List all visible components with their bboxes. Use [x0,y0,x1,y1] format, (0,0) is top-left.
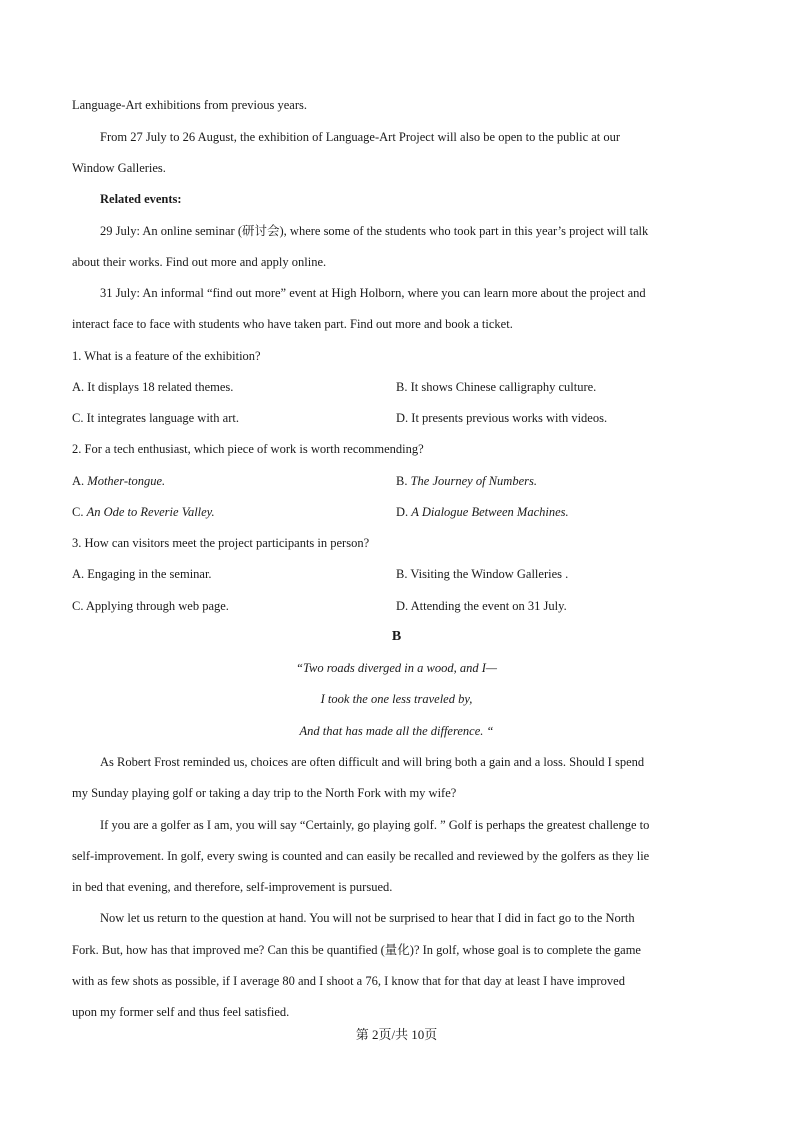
paragraph-line: with as few shots as possible, if I average 80 and I shoot a 76, I know that for that day at least I have improved [72,974,625,988]
option-b: B. The Journey of Numbers. [396,474,537,488]
page-number: 第 2页/共 10页 [355,1027,438,1042]
paragraph-line: As Robert Frost reminded us, choices are often difficult and will bring both a gain and a loss. Should I spend [100,755,645,769]
paragraph-line: in bed that evening, and therefore, self-improvement is pursued. [72,880,393,894]
passage-a-line: Window Galleries. [72,161,166,175]
option-a: A. Engaging in the seminar. [72,567,212,581]
option-d: D. It presents previous works with videos. [396,411,608,425]
event-line: 31 July: An informal “find out more” event at High Holborn, where you can learn more about the project and [100,286,646,300]
passage-a-line: Language-Art exhibitions from previous years. [72,98,308,112]
option-a: A. It displays 18 related themes. [72,380,234,394]
paragraph-line: If you are a golfer as I am, you will say “Certainly, go playing golf. ” Golf is perhaps the greatest challenge to [100,818,650,832]
paragraph-line: upon my former self and thus feel satisfied. [72,1005,290,1019]
option-d: D. Attending the event on 31 July. [396,599,567,613]
related-events-heading: Related events: [100,192,182,206]
option-d: D. A Dialogue Between Machines. [396,505,569,519]
event-line: 29 July: An online seminar (研讨会), where some of the students who took part in this year’s project will talk [100,224,649,238]
option-c: C. Applying through web page. [72,599,229,613]
poem-line: I took the one less traveled by, [320,692,473,706]
section-heading: B [391,629,402,644]
question-stem: 1. What is a feature of the exhibition? [72,349,261,363]
paragraph-line: Fork. But, how has that improved me? Can this be quantified (量化)? In golf, whose goal is to complete the game [72,943,641,957]
event-line: about their works. Find out more and apply online. [72,255,327,269]
option-b: B. It shows Chinese calligraphy culture. [396,380,597,394]
option-a: A. Mother-tongue. [72,474,166,488]
passage-a-line: From 27 July to 26 August, the exhibition of Language-Art Project will also be open to the public at our [100,130,621,144]
event-line: interact face to face with students who have taken part. Find out more and book a ticket. [72,317,513,331]
paragraph-line: Now let us return to the question at hand. You will not be surprised to hear that I did in fact go to the North [100,911,635,925]
poem-line: And that has made all the difference. “ [299,724,494,738]
question-stem: 2. For a tech enthusiast, which piece of work is worth recommending? [72,442,424,456]
option-c: C. It integrates language with art. [72,411,239,425]
paragraph-line: my Sunday playing golf or taking a day trip to the North Fork with my wife? [72,786,457,800]
question-stem: 3. How can visitors meet the project participants in person? [72,536,370,550]
paragraph-line: self-improvement. In golf, every swing is counted and can easily be recalled and reviewed by the golfers as they lie [72,849,650,863]
option-b: B. Visiting the Window Galleries . [396,567,569,581]
option-c: C. An Ode to Reverie Valley. [72,505,215,519]
poem-line: “Two roads diverged in a wood, and I— [296,661,497,675]
